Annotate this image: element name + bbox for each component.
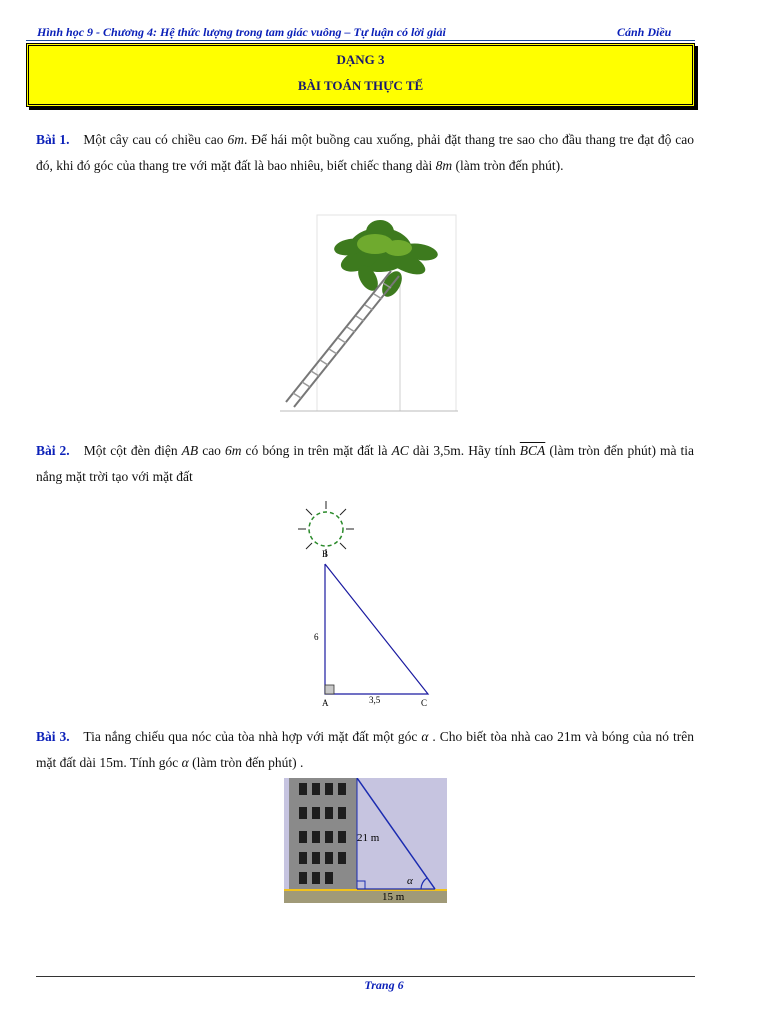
- problem-2-text: dài 3,5m. Hãy tính: [412, 443, 516, 458]
- problem-2: [36, 438, 694, 490]
- side-ac-length: 3,5: [369, 695, 381, 705]
- header-title: Hình học 9 - Chương 4: Hệ thức lượng trong tam giác vuông – Tự luận có lời giải: [37, 25, 446, 39]
- problem-2-text: cao: [202, 443, 221, 458]
- problem-2-segment-ac: AC: [391, 443, 409, 458]
- problem-1: [36, 127, 694, 179]
- header-divider: [26, 40, 695, 41]
- building-height-label: 21 m: [357, 832, 380, 844]
- problem-1-label: Bài 1.: [36, 132, 70, 147]
- shadow-length-label: 15 m: [382, 891, 405, 903]
- vertex-a-label: A: [322, 698, 329, 708]
- angle-alpha-label: α: [407, 875, 413, 887]
- page-number: Trang 6: [364, 978, 404, 992]
- problem-1-ladder-length: 8m: [435, 158, 453, 173]
- problem-2-text: (làm tròn đến phút) mà tia nắng mặt trời tạo với mặt đất: [36, 443, 695, 484]
- problem-3-label: Bài 3.: [36, 729, 70, 744]
- problem-2-text: Một cột đèn điện: [83, 443, 178, 458]
- problem-3-text: (làm tròn đến phút) .: [192, 755, 304, 770]
- triangle-figure: [295, 496, 445, 711]
- building-figure: [284, 778, 447, 903]
- problem-1-text: Một cây cau có chiều cao: [83, 132, 224, 147]
- problem-1-text: . Để hái một buồng cau xuống, phải đặt thang tre sao cho đầu thang tre đạt độ cao đó, khi đó góc của thang tre với mặt đất là bao nhiêu, biết chiếc thang dài: [36, 132, 695, 173]
- problem-3-alpha: α: [421, 729, 429, 744]
- problem-3-alpha: α: [181, 755, 189, 770]
- vertex-c-label: C: [421, 698, 428, 708]
- problem-2-height: 6m: [224, 443, 242, 458]
- footer-divider: [36, 976, 695, 977]
- section-title-box: [26, 43, 695, 107]
- problem-3-text: Tia nắng chiếu qua nóc của tòa nhà hợp với mặt đất một góc: [83, 729, 418, 744]
- problem-2-text: có bóng in trên mặt đất là: [245, 443, 388, 458]
- palm-ladder-figure: [280, 212, 460, 414]
- problem-1-text: (làm tròn đến phút).: [455, 158, 564, 173]
- side-ab-length: 6: [314, 632, 319, 642]
- sun-icon: [309, 512, 343, 546]
- section-type: DẠNG 3: [336, 52, 385, 67]
- section-title: BÀI TOÁN THỰC TẾ: [297, 78, 424, 93]
- problem-3-text: . Cho biết tòa nhà cao 21m và bóng của nó trên mặt đất dài 15m. Tính góc: [36, 729, 695, 770]
- header-publisher: Cánh Diều: [617, 25, 672, 39]
- problem-2-segment-ab: AB: [181, 443, 199, 458]
- problem-2-angle-bca: $\overline{BCA}$: [519, 443, 546, 458]
- vertex-b-label: B: [322, 549, 329, 559]
- problem-1-height: 6m: [227, 132, 244, 147]
- problem-3: [36, 724, 694, 776]
- problem-2-label: Bài 2.: [36, 443, 70, 458]
